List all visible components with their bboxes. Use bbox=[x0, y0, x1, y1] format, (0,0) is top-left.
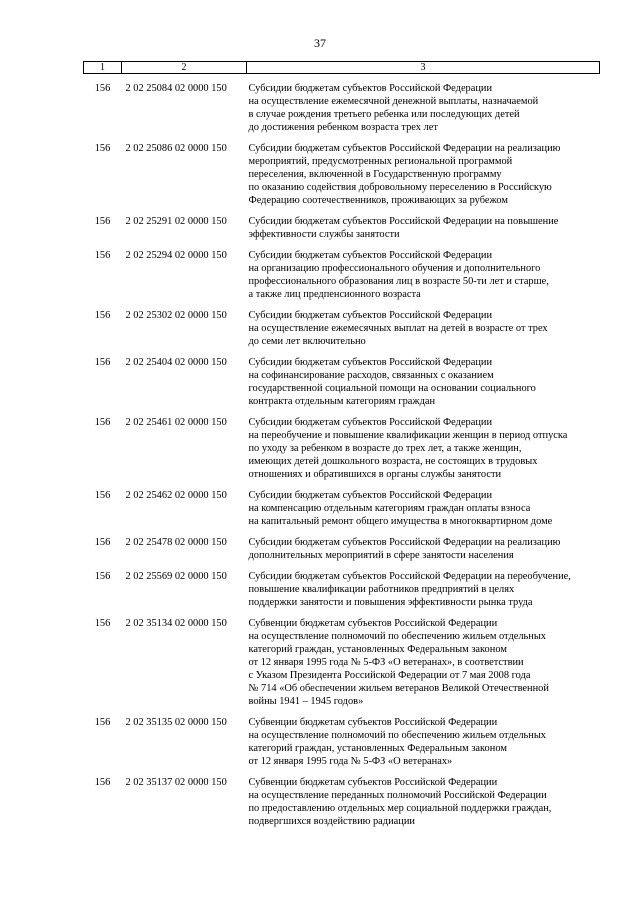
budget-classification-code-cell: 2 02 25086 02 0000 150 bbox=[125, 143, 227, 154]
description-line: отношениях и обратившихся в органы службы занятости bbox=[248, 469, 502, 480]
admin-code-cell: 156 bbox=[94, 357, 111, 368]
income-description-cell bbox=[247, 416, 600, 489]
column-number-row bbox=[84, 62, 600, 74]
description-line: войны 1941 – 1945 годов» bbox=[248, 696, 364, 707]
description-line: дополнительных мероприятий в сфере занятости населения bbox=[248, 550, 514, 561]
description-line: Субвенции бюджетам субъектов Российской Федерации bbox=[248, 717, 498, 728]
admin-code-cell: 156 bbox=[94, 216, 111, 227]
description-line: Субсидии бюджетам субъектов Российской Федерации bbox=[248, 490, 493, 501]
description-line: по предоставлению отдельных мер социальной поддержки граждан, bbox=[248, 803, 552, 814]
description-line: № 714 «Об обеспечении жильем ветеранов Великой Отечественной bbox=[248, 683, 549, 694]
description-line: по оказанию содействия добровольному переселению в Российскую bbox=[248, 182, 552, 193]
description-line: на компенсацию отдельным категориям граждан оплаты взноса bbox=[248, 503, 531, 514]
description-line: до достижения ребенком возраста трех лет bbox=[248, 122, 438, 133]
admin-code-cell: 156 bbox=[94, 537, 111, 548]
income-description-cell bbox=[247, 309, 600, 356]
budget-classification-code-cell: 2 02 25569 02 0000 150 bbox=[125, 571, 227, 582]
budget-classification-code-cell: 2 02 35137 02 0000 150 bbox=[125, 777, 227, 788]
income-description-cell bbox=[247, 215, 600, 249]
admin-code-cell: 156 bbox=[94, 717, 111, 728]
income-description-cell bbox=[247, 617, 600, 716]
budget-classification-code-cell: 2 02 25291 02 0000 150 bbox=[125, 216, 227, 227]
description-line: Субсидии бюджетам субъектов Российской Федерации bbox=[248, 310, 493, 321]
admin-code-cell: 156 bbox=[94, 250, 111, 261]
description-line: контракта отдельным категориям граждан bbox=[248, 396, 436, 407]
description-line: Субсидии бюджетам субъектов Российской Федерации bbox=[248, 83, 493, 94]
admin-code-cell: 156 bbox=[94, 310, 111, 321]
table-row bbox=[84, 716, 600, 776]
budget-classification-code-cell: 2 02 35134 02 0000 150 bbox=[125, 618, 227, 629]
description-line: мероприятий, предусмотренных региональной программой bbox=[248, 156, 513, 167]
table-row bbox=[84, 617, 600, 716]
table-body bbox=[84, 74, 600, 837]
income-description-cell bbox=[247, 489, 600, 536]
table-row bbox=[84, 142, 600, 215]
description-line: профессионального образования лиц в возрасте 50-ти лет и старше, bbox=[248, 276, 549, 287]
description-line: на осуществление полномочий по обеспечению жильем отдельных bbox=[248, 730, 547, 741]
income-description-cell bbox=[247, 142, 600, 215]
description-line: Федерацию соотечественников, проживающих за рубежом bbox=[248, 195, 508, 206]
budget-classification-code-cell: 2 02 25462 02 0000 150 bbox=[125, 490, 227, 501]
table-row bbox=[84, 356, 600, 416]
description-line: с Указом Президента Российской Федерации от 7 мая 2008 года bbox=[248, 670, 531, 681]
admin-code-cell: 156 bbox=[94, 490, 111, 501]
admin-code-cell: 156 bbox=[94, 571, 111, 582]
income-description-cell bbox=[247, 570, 600, 617]
description-line: по уходу за ребенком в возрасте до трех лет, а также женщин, bbox=[248, 443, 522, 454]
admin-code-cell: 156 bbox=[94, 83, 111, 94]
budget-classification-code-cell: 2 02 35135 02 0000 150 bbox=[125, 717, 227, 728]
table-row bbox=[84, 74, 600, 143]
description-line: в случае рождения третьего ребенка или последующих детей bbox=[248, 109, 520, 120]
income-description-cell bbox=[247, 356, 600, 416]
description-line: категорий граждан, установленных Федеральным законом bbox=[248, 644, 507, 655]
budget-classification-code-cell: 2 02 25478 02 0000 150 bbox=[125, 537, 227, 548]
description-line: имеющих детей дошкольного возраста, не состоящих в трудовых bbox=[248, 456, 538, 467]
table-row bbox=[84, 416, 600, 489]
description-line: Субсидии бюджетам субъектов Российской Федерации на повышение bbox=[248, 216, 559, 227]
description-line: на осуществление ежемесячной денежной выплаты, назначаемой bbox=[248, 96, 539, 107]
admin-code-cell: 156 bbox=[94, 143, 111, 154]
table-row bbox=[84, 309, 600, 356]
income-description-cell bbox=[247, 536, 600, 570]
table-row bbox=[84, 489, 600, 536]
admin-code-cell: 156 bbox=[94, 417, 111, 428]
description-line: на осуществление ежемесячных выплат на детей в возрасте от трех bbox=[248, 323, 548, 334]
table-row bbox=[84, 536, 600, 570]
income-description-cell bbox=[247, 716, 600, 776]
budget-classification-code-cell: 2 02 25294 02 0000 150 bbox=[125, 250, 227, 261]
table-header bbox=[84, 62, 600, 74]
budget-classification-code-cell: 2 02 25461 02 0000 150 bbox=[125, 417, 227, 428]
description-line: категорий граждан, установленных Федеральным законом bbox=[248, 743, 507, 754]
description-line: поддержки занятости и повышения эффективности рынка труда bbox=[248, 597, 533, 608]
description-line: на переобучение и повышение квалификации женщин в период отпуска bbox=[248, 430, 568, 441]
income-description-cell bbox=[247, 74, 600, 143]
description-line: государственной социальной помощи на основании социального bbox=[248, 383, 536, 394]
income-codes-table bbox=[83, 61, 600, 836]
description-line: на софинансирование расходов, связанных с оказанием bbox=[248, 370, 494, 381]
description-line: на капитальный ремонт общего имущества в многоквартирном доме bbox=[248, 516, 553, 527]
description-line: на осуществление полномочий по обеспечению жильем отдельных bbox=[248, 631, 547, 642]
column-header-3: 3 bbox=[247, 62, 600, 74]
table-row bbox=[84, 570, 600, 617]
description-line: Субсидии бюджетам субъектов Российской Федерации bbox=[248, 417, 493, 428]
description-line: эффективности службы занятости bbox=[248, 229, 400, 240]
description-line: повышение квалификации работников предприятий в целях bbox=[248, 584, 515, 595]
description-line: Субсидии бюджетам субъектов Российской Федерации на реализацию bbox=[248, 537, 561, 548]
description-line: Субсидии бюджетам субъектов Российской Федерации на реализацию bbox=[248, 143, 561, 154]
description-line: Субсидии бюджетам субъектов Российской Федерации bbox=[248, 250, 493, 261]
description-line: от 12 января 1995 года № 5-ФЗ «О ветеранах», в соответствии bbox=[248, 657, 524, 668]
description-line: а также лиц предпенсионного возраста bbox=[248, 289, 421, 300]
description-line: от 12 января 1995 года № 5-ФЗ «О ветеранах» bbox=[248, 756, 453, 767]
admin-code-cell: 156 bbox=[94, 618, 111, 629]
description-line: подвергшихся воздействию радиации bbox=[248, 816, 415, 827]
description-line: Субсидии бюджетам субъектов Российской Федерации на переобучение, bbox=[248, 571, 571, 582]
description-line: Субвенции бюджетам субъектов Российской Федерации bbox=[248, 618, 498, 629]
description-line: Субсидии бюджетам субъектов Российской Федерации bbox=[248, 357, 493, 368]
budget-classification-code-cell: 2 02 25404 02 0000 150 bbox=[125, 357, 227, 368]
page-number: 37 bbox=[314, 36, 326, 50]
budget-classification-code-cell: 2 02 25084 02 0000 150 bbox=[125, 83, 227, 94]
income-description-cell bbox=[247, 776, 600, 836]
description-line: Субвенции бюджетам субъектов Российской Федерации bbox=[248, 777, 498, 788]
description-line: на осуществление переданных полномочий Российской Федерации bbox=[248, 790, 547, 801]
table-row bbox=[84, 249, 600, 309]
admin-code-cell: 156 bbox=[94, 777, 111, 788]
table-row bbox=[84, 215, 600, 249]
income-description-cell bbox=[247, 249, 600, 309]
table-row bbox=[84, 776, 600, 836]
description-line: на организацию профессионального обучения и дополнительного bbox=[248, 263, 541, 274]
description-line: переселения, включенной в Государственную программу bbox=[248, 169, 502, 180]
column-header-2: 2 bbox=[122, 62, 247, 74]
description-line: до семи лет включительно bbox=[248, 336, 366, 347]
column-header-1: 1 bbox=[84, 62, 122, 74]
budget-classification-code-cell: 2 02 25302 02 0000 150 bbox=[125, 310, 227, 321]
